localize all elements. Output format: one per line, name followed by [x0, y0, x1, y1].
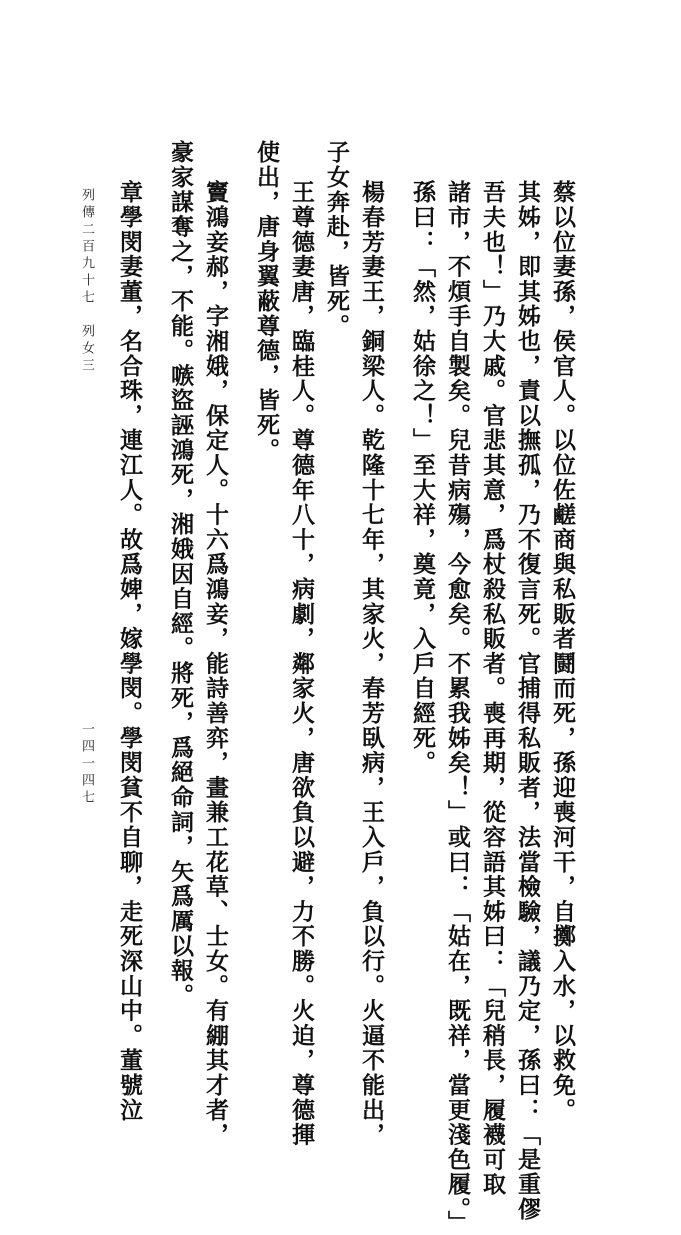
text-column-10: 竇鴻妾郝，字湘娥，保定人。十六爲鴻妾，能詩善弈，畫兼工花草、士女。有綳其才者， [202, 180, 229, 1148]
text-column-9: 使出，唐身翼蔽尊德，皆死。 [253, 140, 280, 463]
text-column-11: 豪家謀奪之，不能。嗾盜誣鴻死，湘娥因自經。將死，爲絕命詞，矢爲厲以報。 [167, 140, 194, 1008]
text-column-6: 楊春芳妻王，銅梁人。乾隆十七年，其家火，春芳臥病，王入戶，負以行。火逼不能出， [358, 180, 385, 1148]
folio-header: 列傳二百九十七 列女三 [79, 188, 94, 375]
text-column-12: 章學閔妻董，名合珠，連江人。故爲婢，嫁學閔。學閔貧不自聊，走死深山中。董號泣 [116, 180, 143, 1123]
text-column-7: 子女奔赴，皆死。 [323, 140, 350, 339]
text-column-1: 蔡以位妻孫，侯官人。以位佐鹺商與私販者鬪而死，孫迎喪河干，自擲入水，以救免。 [549, 180, 576, 1123]
page-number: 一四一四七 [79, 722, 94, 807]
text-column-5: 孫曰：「然，姑徐之！」至大祥，奠竟，入戶自經死。 [409, 180, 436, 776]
text-column-2: 其姊，即其姊也，責以撫孤，乃不復言死。官捕得私販者，法當檢驗，議乃定，孫曰：「是重僇 [514, 180, 541, 1222]
text-column-4: 諸市，不煩手自製矣。兒昔病殤，今愈矣。不累我姊矣！」或曰：「姑在，既祥，當更淺色履。」 [444, 180, 471, 1235]
text-column-3: 吾夫也！」乃大戚。官悲其意，爲杖殺私販者。喪再期，從容語其姊曰：「兒稍長，履襪可取 [479, 180, 506, 1197]
text-column-8: 王尊德妻唐，臨桂人。尊德年八十，病劇，鄰家火，唐欲負以避，力不勝。火迫，尊德揮 [288, 180, 315, 1148]
